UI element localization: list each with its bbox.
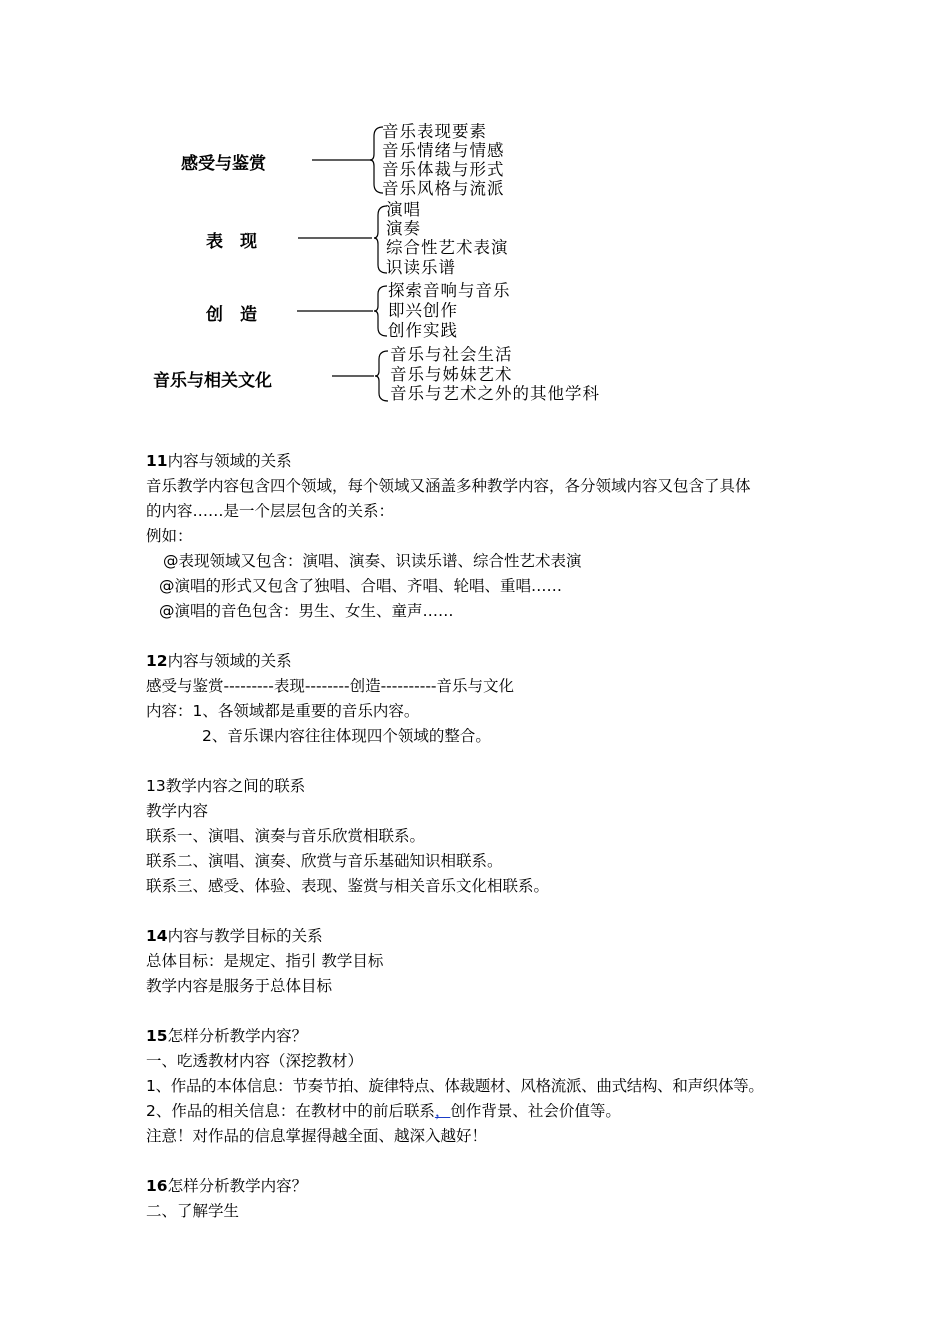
paragraph: 的内容……是一个层层包含的关系：: [146, 502, 395, 520]
domain-item: 演奏: [386, 219, 421, 238]
link-item: 联系二、演唱、演奏、欣赏与音乐基础知识相联系。: [146, 852, 503, 870]
paragraph: 2、作品的相关信息：在教材中的前后联系，创作背景、社会价值等。: [146, 1102, 621, 1120]
document-body: [146, 449, 846, 1224]
section-heading: 13教学内容之间的联系: [146, 777, 306, 795]
domain-item: 创作实践: [388, 321, 458, 340]
domain-item: 音乐与社会生活: [390, 345, 513, 364]
example-item: @表现领域又包含：演唱、演奏、识读乐谱、综合性艺术表演: [163, 552, 582, 570]
domain-item: 音乐风格与流派: [382, 179, 505, 198]
domain-label: 音乐与相关文化: [153, 371, 272, 391]
example-item: @演唱的音色包含：男生、女生、童声……: [159, 602, 454, 620]
section-heading: 11内容与领域的关系: [146, 452, 292, 470]
domain-item: 即兴创作: [388, 301, 458, 320]
section-heading: 16怎样分析教学内容？: [146, 1177, 308, 1195]
link-item: 联系一、演唱、演奏与音乐欣赏相联系。: [146, 827, 426, 845]
domain-item: 音乐与艺术之外的其他学科: [390, 384, 600, 403]
domain-item: 音乐表现要素: [382, 122, 487, 141]
subheading: 教学内容: [146, 802, 209, 820]
subheading: 二、了解学生: [146, 1202, 240, 1220]
example-label: 例如：: [146, 527, 193, 545]
domain-tree-diagram: [0, 0, 950, 420]
paragraph: 总体目标：是规定、指引 教学目标: [146, 952, 384, 970]
domain-item: 音乐情绪与情感: [382, 141, 505, 160]
content-point: 2、音乐课内容往往体现四个领域的整合。: [202, 727, 491, 745]
hyperlink-comma[interactable]: ，: [434, 1102, 451, 1120]
content-point: 内容：1、各领域都是重要的音乐内容。: [146, 702, 420, 720]
domain-label: 表 现: [206, 232, 257, 252]
domain-label: 感受与鉴赏: [181, 154, 266, 174]
paragraph: 教学内容是服务于总体目标: [146, 977, 333, 995]
note: 注意！对作品的信息掌握得越全面、越深入越好！: [146, 1127, 488, 1145]
domain-item: 识读乐谱: [386, 258, 456, 277]
domain-item: 探索音响与音乐: [388, 281, 511, 300]
domain-chain: 感受与鉴赏---------表现--------创造----------音乐与文化: [146, 677, 515, 695]
domain-item: 音乐与姊妹艺术: [390, 365, 513, 384]
subheading: 一、吃透教材内容（深挖教材）: [146, 1052, 364, 1070]
section-heading: 14内容与教学目标的关系: [146, 927, 323, 945]
domain-item: 演唱: [386, 200, 421, 219]
section-heading: 12内容与领域的关系: [146, 652, 292, 670]
paragraph: 1、作品的本体信息：节奏节拍、旋律特点、体裁题材、风格流派、曲式结构、和声织体等。: [146, 1077, 764, 1095]
example-item: @演唱的形式又包含了独唱、合唱、齐唱、轮唱、重唱……: [159, 577, 563, 595]
domain-label: 创 造: [206, 305, 257, 325]
section-heading: 15怎样分析教学内容？: [146, 1027, 308, 1045]
domain-item: 综合性艺术表演: [386, 238, 509, 257]
domain-item: 音乐体裁与形式: [382, 160, 505, 179]
paragraph: 音乐教学内容包含四个领域，每个领域又涵盖多种教学内容，各分领域内容又包含了具体: [146, 477, 751, 495]
link-item: 联系三、感受、体验、表现、鉴赏与相关音乐文化相联系。: [146, 877, 550, 895]
